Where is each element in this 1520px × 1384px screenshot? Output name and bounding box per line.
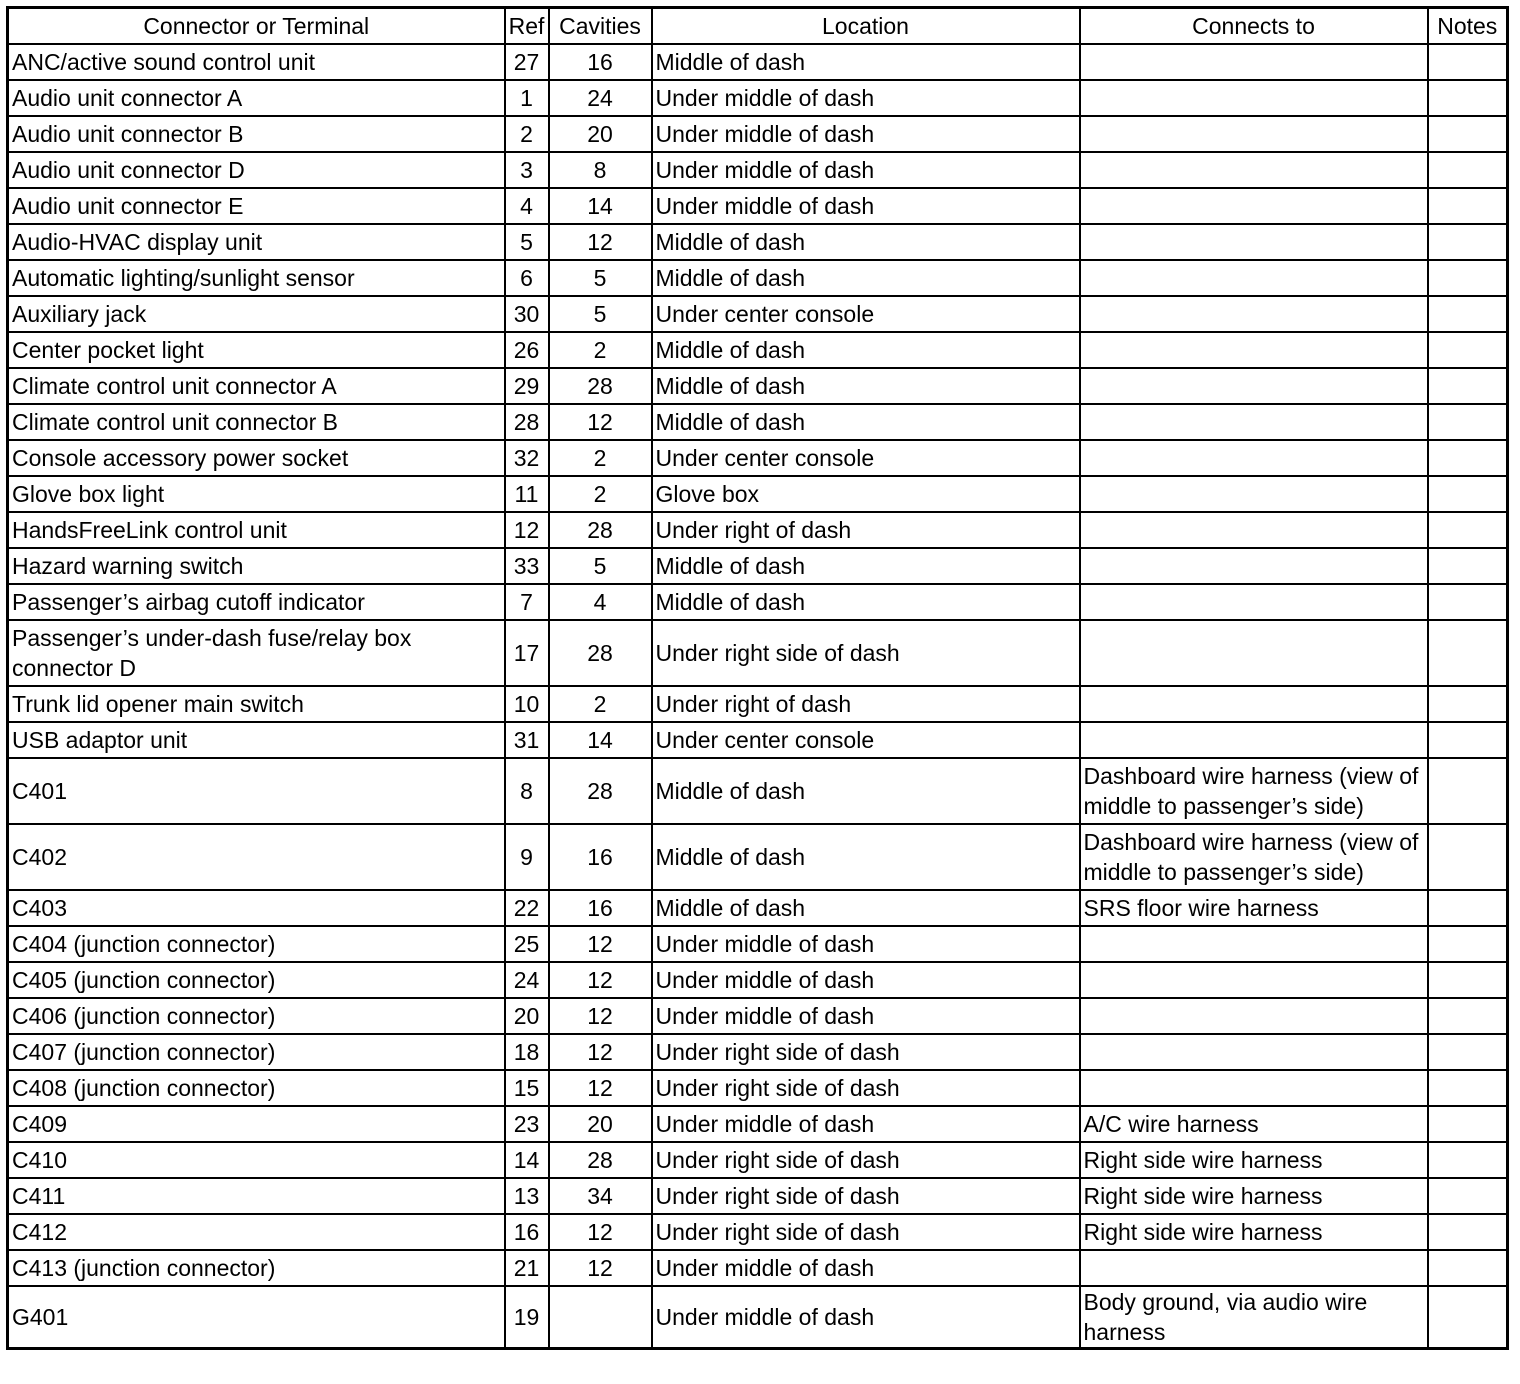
cell-location: Under center console <box>652 440 1080 476</box>
cell-notes <box>1428 1178 1508 1214</box>
cell-location: Under middle of dash <box>652 998 1080 1034</box>
cell-ref: 5 <box>505 224 549 260</box>
cell-ref: 27 <box>505 44 549 80</box>
table-row <box>8 998 1508 1034</box>
cell-connector: Center pocket light <box>8 332 505 368</box>
cell-ref: 10 <box>505 686 549 722</box>
cell-location: Middle of dash <box>652 404 1080 440</box>
cell-connector: C413 (junction connector) <box>8 1250 505 1286</box>
table-row <box>8 260 1508 296</box>
cell-cavities: 28 <box>549 1142 652 1178</box>
cell-notes <box>1428 998 1508 1034</box>
cell-ref: 20 <box>505 998 549 1034</box>
table-row <box>8 1070 1508 1106</box>
cell-ref: 26 <box>505 332 549 368</box>
cell-notes <box>1428 368 1508 404</box>
cell-connector: C402 <box>8 824 505 890</box>
cell-connector: G401 <box>8 1286 505 1349</box>
cell-connector: Audio unit connector B <box>8 116 505 152</box>
table-row <box>8 548 1508 584</box>
cell-location: Under middle of dash <box>652 1106 1080 1142</box>
cell-cavities: 14 <box>549 722 652 758</box>
table-row <box>8 1178 1508 1214</box>
table-row <box>8 80 1508 116</box>
cell-connector: Auxiliary jack <box>8 296 505 332</box>
cell-location: Middle of dash <box>652 758 1080 824</box>
table-row <box>8 824 1508 890</box>
cell-notes <box>1428 722 1508 758</box>
cell-connects-to <box>1080 686 1428 722</box>
cell-connects-to: A/C wire harness <box>1080 1106 1428 1142</box>
cell-ref: 12 <box>505 512 549 548</box>
table-row <box>8 686 1508 722</box>
table-row <box>8 962 1508 998</box>
cell-connector: C404 (junction connector) <box>8 926 505 962</box>
table-row <box>8 1214 1508 1250</box>
cell-connects-to: SRS floor wire harness <box>1080 890 1428 926</box>
cell-location: Under right side of dash <box>652 1178 1080 1214</box>
table-row <box>8 476 1508 512</box>
cell-cavities: 8 <box>549 152 652 188</box>
cell-notes <box>1428 1106 1508 1142</box>
cell-connects-to <box>1080 1250 1428 1286</box>
cell-ref: 1 <box>505 80 549 116</box>
cell-connector: Automatic lighting/sunlight sensor <box>8 260 505 296</box>
cell-notes <box>1428 44 1508 80</box>
table-body <box>8 44 1508 1349</box>
cell-notes <box>1428 296 1508 332</box>
cell-connects-to <box>1080 722 1428 758</box>
cell-location: Middle of dash <box>652 548 1080 584</box>
cell-location: Under middle of dash <box>652 188 1080 224</box>
cell-location: Middle of dash <box>652 584 1080 620</box>
cell-location: Middle of dash <box>652 824 1080 890</box>
cell-connects-to <box>1080 116 1428 152</box>
cell-ref: 18 <box>505 1034 549 1070</box>
cell-connects-to <box>1080 332 1428 368</box>
cell-connects-to <box>1080 188 1428 224</box>
cell-location: Under middle of dash <box>652 1286 1080 1349</box>
column-header-notes: Notes <box>1428 8 1508 45</box>
cell-cavities: 12 <box>549 1034 652 1070</box>
cell-location: Under right side of dash <box>652 1214 1080 1250</box>
cell-connector: C403 <box>8 890 505 926</box>
cell-connector: Climate control unit connector A <box>8 368 505 404</box>
cell-connects-to: Dashboard wire harness (view of middle to passenger’s side) <box>1080 824 1428 890</box>
cell-ref: 29 <box>505 368 549 404</box>
cell-connects-to: Body ground, via audio wire harness <box>1080 1286 1428 1349</box>
table-row <box>8 332 1508 368</box>
cell-cavities: 2 <box>549 686 652 722</box>
cell-connects-to <box>1080 584 1428 620</box>
cell-notes <box>1428 224 1508 260</box>
cell-connector: Hazard warning switch <box>8 548 505 584</box>
table-row <box>8 404 1508 440</box>
column-header-ref: Ref <box>505 8 549 45</box>
cell-connector: C409 <box>8 1106 505 1142</box>
cell-notes <box>1428 1286 1508 1349</box>
cell-ref: 13 <box>505 1178 549 1214</box>
cell-cavities: 5 <box>549 260 652 296</box>
cell-cavities: 5 <box>549 296 652 332</box>
cell-notes <box>1428 548 1508 584</box>
cell-ref: 23 <box>505 1106 549 1142</box>
cell-cavities: 5 <box>549 548 652 584</box>
cell-location: Under middle of dash <box>652 152 1080 188</box>
cell-ref: 33 <box>505 548 549 584</box>
cell-connector: HandsFreeLink control unit <box>8 512 505 548</box>
column-header-cavities: Cavities <box>549 8 652 45</box>
cell-cavities: 4 <box>549 584 652 620</box>
cell-ref: 15 <box>505 1070 549 1106</box>
cell-connects-to: Right side wire harness <box>1080 1178 1428 1214</box>
cell-location: Middle of dash <box>652 890 1080 926</box>
cell-cavities: 12 <box>549 1250 652 1286</box>
cell-location: Under middle of dash <box>652 926 1080 962</box>
cell-ref: 11 <box>505 476 549 512</box>
column-header-connector: Connector or Terminal <box>8 8 505 45</box>
cell-notes <box>1428 620 1508 686</box>
cell-notes <box>1428 260 1508 296</box>
cell-connects-to <box>1080 1034 1428 1070</box>
cell-notes <box>1428 962 1508 998</box>
cell-ref: 19 <box>505 1286 549 1349</box>
cell-location: Under right side of dash <box>652 1070 1080 1106</box>
cell-notes <box>1428 152 1508 188</box>
cell-connector: C407 (junction connector) <box>8 1034 505 1070</box>
cell-connector: C405 (junction connector) <box>8 962 505 998</box>
cell-ref: 31 <box>505 722 549 758</box>
cell-location: Under right side of dash <box>652 1142 1080 1178</box>
cell-cavities: 14 <box>549 188 652 224</box>
cell-notes <box>1428 890 1508 926</box>
cell-notes <box>1428 80 1508 116</box>
cell-connects-to <box>1080 152 1428 188</box>
table-row <box>8 152 1508 188</box>
cell-connects-to <box>1080 548 1428 584</box>
cell-connector: C410 <box>8 1142 505 1178</box>
cell-cavities: 20 <box>549 1106 652 1142</box>
cell-connects-to <box>1080 44 1428 80</box>
cell-notes <box>1428 332 1508 368</box>
cell-cavities: 28 <box>549 368 652 404</box>
cell-connector: C406 (junction connector) <box>8 998 505 1034</box>
cell-connector: C408 (junction connector) <box>8 1070 505 1106</box>
cell-cavities: 12 <box>549 1214 652 1250</box>
cell-location: Middle of dash <box>652 224 1080 260</box>
cell-connects-to: Right side wire harness <box>1080 1214 1428 1250</box>
cell-cavities: 16 <box>549 824 652 890</box>
cell-notes <box>1428 686 1508 722</box>
cell-location: Middle of dash <box>652 368 1080 404</box>
cell-cavities: 12 <box>549 404 652 440</box>
table-row <box>8 1250 1508 1286</box>
cell-cavities: 34 <box>549 1178 652 1214</box>
cell-connector: Audio unit connector E <box>8 188 505 224</box>
cell-cavities: 12 <box>549 962 652 998</box>
cell-connector: Audio unit connector D <box>8 152 505 188</box>
cell-connector: Trunk lid opener main switch <box>8 686 505 722</box>
table-row <box>8 890 1508 926</box>
cell-ref: 14 <box>505 1142 549 1178</box>
column-header-location: Location <box>652 8 1080 45</box>
cell-connects-to <box>1080 476 1428 512</box>
table-row <box>8 440 1508 476</box>
connector-table <box>6 6 1509 1350</box>
cell-connects-to <box>1080 1070 1428 1106</box>
cell-ref: 30 <box>505 296 549 332</box>
cell-connector: C401 <box>8 758 505 824</box>
cell-location: Under middle of dash <box>652 80 1080 116</box>
cell-connector: Audio unit connector A <box>8 80 505 116</box>
cell-cavities: 2 <box>549 440 652 476</box>
cell-location: Under right of dash <box>652 512 1080 548</box>
cell-location: Glove box <box>652 476 1080 512</box>
cell-connector: Glove box light <box>8 476 505 512</box>
table-row <box>8 758 1508 824</box>
cell-connects-to <box>1080 440 1428 476</box>
cell-ref: 28 <box>505 404 549 440</box>
table-row <box>8 584 1508 620</box>
cell-cavities: 12 <box>549 224 652 260</box>
cell-notes <box>1428 188 1508 224</box>
cell-connects-to <box>1080 404 1428 440</box>
cell-notes <box>1428 1142 1508 1178</box>
cell-cavities <box>549 1286 652 1349</box>
table-row <box>8 368 1508 404</box>
table-row <box>8 1106 1508 1142</box>
cell-location: Under right side of dash <box>652 620 1080 686</box>
column-header-connects-to: Connects to <box>1080 8 1428 45</box>
table-row <box>8 44 1508 80</box>
cell-connector: USB adaptor unit <box>8 722 505 758</box>
cell-cavities: 12 <box>549 1070 652 1106</box>
cell-cavities: 2 <box>549 332 652 368</box>
cell-location: Middle of dash <box>652 260 1080 296</box>
cell-location: Under middle of dash <box>652 962 1080 998</box>
cell-ref: 6 <box>505 260 549 296</box>
cell-cavities: 12 <box>549 998 652 1034</box>
cell-connector: ANC/active sound control unit <box>8 44 505 80</box>
cell-ref: 9 <box>505 824 549 890</box>
cell-connector: Audio-HVAC display unit <box>8 224 505 260</box>
cell-ref: 4 <box>505 188 549 224</box>
cell-connects-to: Right side wire harness <box>1080 1142 1428 1178</box>
cell-ref: 8 <box>505 758 549 824</box>
cell-connects-to <box>1080 998 1428 1034</box>
cell-ref: 2 <box>505 116 549 152</box>
cell-ref: 17 <box>505 620 549 686</box>
cell-notes <box>1428 512 1508 548</box>
table-row <box>8 224 1508 260</box>
table-row <box>8 116 1508 152</box>
cell-notes <box>1428 584 1508 620</box>
table-row <box>8 512 1508 548</box>
cell-cavities: 12 <box>549 926 652 962</box>
cell-cavities: 28 <box>549 620 652 686</box>
cell-cavities: 28 <box>549 512 652 548</box>
cell-notes <box>1428 476 1508 512</box>
cell-connects-to: Dashboard wire harness (view of middle to passenger’s side) <box>1080 758 1428 824</box>
cell-notes <box>1428 758 1508 824</box>
cell-ref: 24 <box>505 962 549 998</box>
cell-connector: Climate control unit connector B <box>8 404 505 440</box>
cell-cavities: 24 <box>549 80 652 116</box>
table-row <box>8 620 1508 686</box>
table-row <box>8 926 1508 962</box>
cell-ref: 22 <box>505 890 549 926</box>
cell-connects-to <box>1080 620 1428 686</box>
cell-location: Under right of dash <box>652 686 1080 722</box>
cell-location: Under center console <box>652 296 1080 332</box>
cell-notes <box>1428 116 1508 152</box>
cell-cavities: 16 <box>549 890 652 926</box>
cell-location: Under center console <box>652 722 1080 758</box>
cell-connects-to <box>1080 260 1428 296</box>
cell-connector: Passenger’s airbag cutoff indicator <box>8 584 505 620</box>
table-row <box>8 1142 1508 1178</box>
table-row <box>8 1286 1508 1349</box>
cell-connects-to <box>1080 224 1428 260</box>
cell-notes <box>1428 926 1508 962</box>
cell-ref: 21 <box>505 1250 549 1286</box>
table-row <box>8 188 1508 224</box>
cell-connects-to <box>1080 926 1428 962</box>
cell-location: Under right side of dash <box>652 1034 1080 1070</box>
cell-location: Middle of dash <box>652 332 1080 368</box>
cell-notes <box>1428 1070 1508 1106</box>
cell-connects-to <box>1080 512 1428 548</box>
cell-notes <box>1428 1214 1508 1250</box>
cell-connects-to <box>1080 80 1428 116</box>
cell-location: Under middle of dash <box>652 1250 1080 1286</box>
cell-connector: Console accessory power socket <box>8 440 505 476</box>
cell-notes <box>1428 1034 1508 1070</box>
cell-connector: Passenger’s under-dash fuse/relay box connector D <box>8 620 505 686</box>
table-row <box>8 1034 1508 1070</box>
cell-cavities: 2 <box>549 476 652 512</box>
cell-connector: C412 <box>8 1214 505 1250</box>
cell-ref: 16 <box>505 1214 549 1250</box>
cell-cavities: 28 <box>549 758 652 824</box>
cell-notes <box>1428 1250 1508 1286</box>
cell-ref: 7 <box>505 584 549 620</box>
cell-cavities: 16 <box>549 44 652 80</box>
header-row <box>8 8 1508 45</box>
cell-connector: C411 <box>8 1178 505 1214</box>
cell-ref: 3 <box>505 152 549 188</box>
cell-cavities: 20 <box>549 116 652 152</box>
cell-notes <box>1428 824 1508 890</box>
cell-connects-to <box>1080 368 1428 404</box>
cell-ref: 32 <box>505 440 549 476</box>
cell-ref: 25 <box>505 926 549 962</box>
cell-notes <box>1428 440 1508 476</box>
cell-connects-to <box>1080 962 1428 998</box>
cell-connects-to <box>1080 296 1428 332</box>
cell-location: Under middle of dash <box>652 116 1080 152</box>
cell-location: Middle of dash <box>652 44 1080 80</box>
table-row <box>8 722 1508 758</box>
table-row <box>8 296 1508 332</box>
cell-notes <box>1428 404 1508 440</box>
